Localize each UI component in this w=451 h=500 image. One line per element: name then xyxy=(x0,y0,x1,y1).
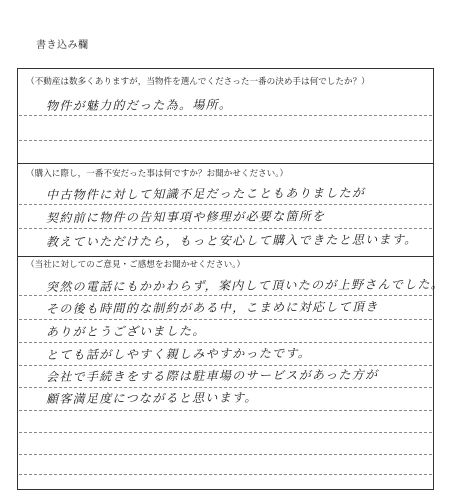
ruled-line xyxy=(19,342,432,343)
question-biggest-worry: （購入に際し，一番不安だった事は何ですか？お聞かせください。） xyxy=(26,169,289,179)
section-divider xyxy=(17,163,434,164)
answer-deciding-factor-line-1: 物件が魅力的だった為。場所。 xyxy=(45,97,233,113)
answer-biggest-worry-line-3: 教えていただけたら，もっと安心して購入できたと思います。 xyxy=(45,232,418,249)
answer-opinions-line-6: 顧客満足度につながると思います。 xyxy=(45,390,258,406)
ruled-line xyxy=(19,204,432,205)
question-deciding-factor: （不動産は数多くありますが，当物件を選んでくださった一番の決め手は何でしたか？） xyxy=(26,77,370,87)
answer-opinions-line-4: とても話がしやすく親しみやすかったです。 xyxy=(45,346,312,362)
ruled-line xyxy=(19,228,432,229)
ruled-line xyxy=(19,115,432,116)
answer-biggest-worry-line-1: 中古物件に対して知識不足だったこともありましたが xyxy=(45,185,366,202)
ruled-line xyxy=(19,474,432,475)
ruled-line xyxy=(19,410,432,411)
answer-opinions-line-1: 突然の電話にもかかわらず，案内して頂いたのが上野さんでした。 xyxy=(45,277,445,294)
ruled-line xyxy=(19,319,432,320)
question-opinions: （当社に対してのご意見・ご感想をお聞かせください。） xyxy=(26,260,246,270)
answer-opinions-line-2: その後も時間的な制約がある中，こまめに対応して頂き xyxy=(45,299,379,316)
form-title: 書き込み欄 xyxy=(36,40,89,51)
ruled-line xyxy=(19,454,432,455)
answer-biggest-worry-line-2: 契約前に物件の告知事項や修理が必要な箇所を xyxy=(45,209,326,225)
ruled-line xyxy=(19,295,432,296)
answer-opinions-line-5: 会社で手続きをする際は駐車場のサービスがあった方が xyxy=(45,367,379,384)
section-divider xyxy=(17,256,434,257)
answer-opinions-line-3: ありがとうございました。 xyxy=(45,323,206,339)
ruled-line xyxy=(19,140,432,141)
ruled-line xyxy=(19,432,432,433)
